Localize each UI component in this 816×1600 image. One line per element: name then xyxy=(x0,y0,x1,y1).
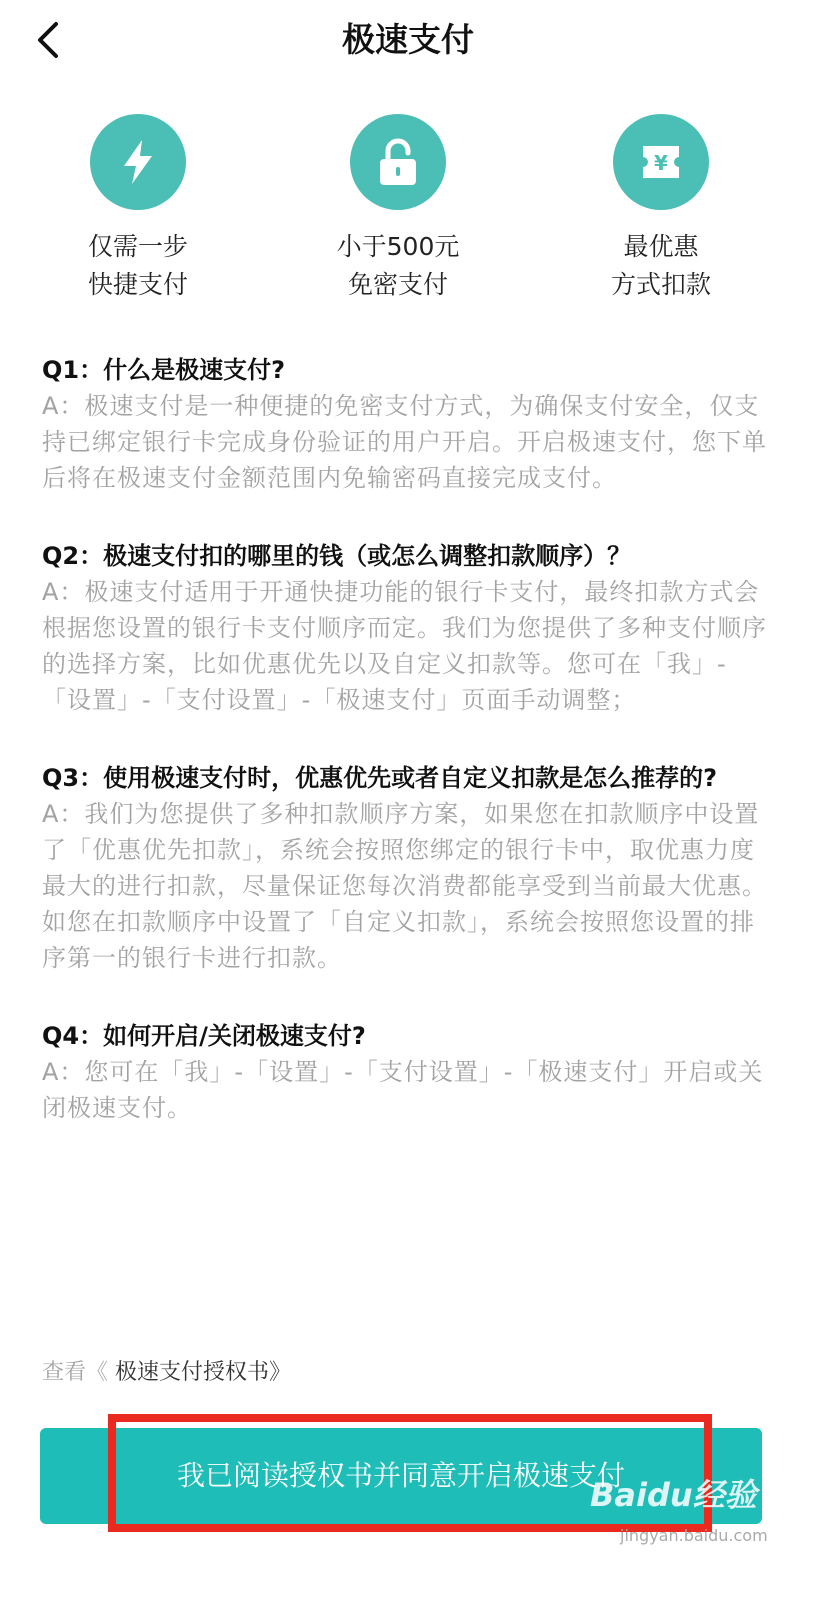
feature-line1: 仅需一步 xyxy=(87,232,188,261)
feature-row xyxy=(0,114,816,314)
feature-line2: 快捷支付 xyxy=(87,270,188,299)
faq-question: Q1：什么是极速支付? xyxy=(42,356,286,384)
watermark-text: Baidu经验 xyxy=(590,1476,757,1514)
feature-best-discount xyxy=(541,114,781,304)
faq-question: Q2：极速支付扣的哪里的钱（或怎么调整扣款顺序）？ xyxy=(42,542,632,570)
faq-answer: A：极速支付适用于开通快捷功能的银行卡支付，最终扣款方式会根据您设置的银行卡支付顺序而定。我们为您提供了多种支付顺序的选择方案，比如优惠优先以及自定义扣款等。您可在「我」-「设置」-「支付设置」-「极速支付」页面手动调整； xyxy=(42,578,767,714)
watermark xyxy=(590,1470,790,1560)
faq-answer: A：您可在「我」-「设置」-「支付设置」-「极速支付」开启或关闭极速支付。 xyxy=(42,1058,764,1122)
page-title: 极速支付 xyxy=(342,20,474,59)
faq-item-q3 xyxy=(42,760,772,976)
auth-link-prefix: 查看《 xyxy=(42,1360,109,1385)
svg-text:¥: ¥ xyxy=(654,151,668,175)
faq-answer: A：极速支付是一种便捷的免密支付方式，为确保支付安全，仅支持已绑定银行卡完成身份验证的用户开启。开启极速支付，您下单后将在极速支付金额范围内免输密码直接完成支付。 xyxy=(42,392,767,492)
yuan-coupon-icon xyxy=(637,138,685,186)
faq-item-q1 xyxy=(42,352,772,496)
feature-icon-circle xyxy=(90,114,186,210)
faq-question: Q4：如何开启/关闭极速支付? xyxy=(42,1022,366,1050)
agree-button-label: 我已阅读授权书并同意开启极速支付 xyxy=(176,1459,625,1492)
watermark-subtext: jingyan.baidu.com xyxy=(620,1526,768,1545)
faq-item-q4 xyxy=(42,1018,772,1126)
header-bar xyxy=(0,0,816,86)
faq-question: Q3：使用极速支付时，优惠优先或者自定义扣款是怎么推荐的? xyxy=(42,764,718,792)
feature-line2: 免密支付 xyxy=(347,270,448,299)
feature-quick-pay xyxy=(18,114,258,304)
unlock-icon xyxy=(376,137,420,187)
feature-password-free xyxy=(278,114,518,304)
auth-link-doc-name: 极速支付授权书》 xyxy=(108,1360,292,1385)
feature-icon-circle xyxy=(613,114,709,210)
feature-line1: 最优惠 xyxy=(623,232,699,261)
faq-list xyxy=(42,352,772,1168)
feature-icon-circle xyxy=(350,114,446,210)
feature-line1: 小于500元 xyxy=(336,232,460,261)
faq-item-q2 xyxy=(42,538,772,718)
authorization-doc-link[interactable] xyxy=(42,1356,291,1390)
feature-line2: 方式扣款 xyxy=(610,270,711,299)
faq-answer: A：我们为您提供了多种扣款顺序方案，如果您在扣款顺序中设置了「优惠优先扣款」，系统会按照您绑定的银行卡中，取优惠力度最大的进行扣款，尽量保证您每次消费都能享受到当前最大优惠。如您在扣款顺序中设置了「自定义扣款」，系统会按照您设置的排序第一的银行卡进行扣款。 xyxy=(42,800,767,972)
lightning-icon xyxy=(118,138,158,186)
